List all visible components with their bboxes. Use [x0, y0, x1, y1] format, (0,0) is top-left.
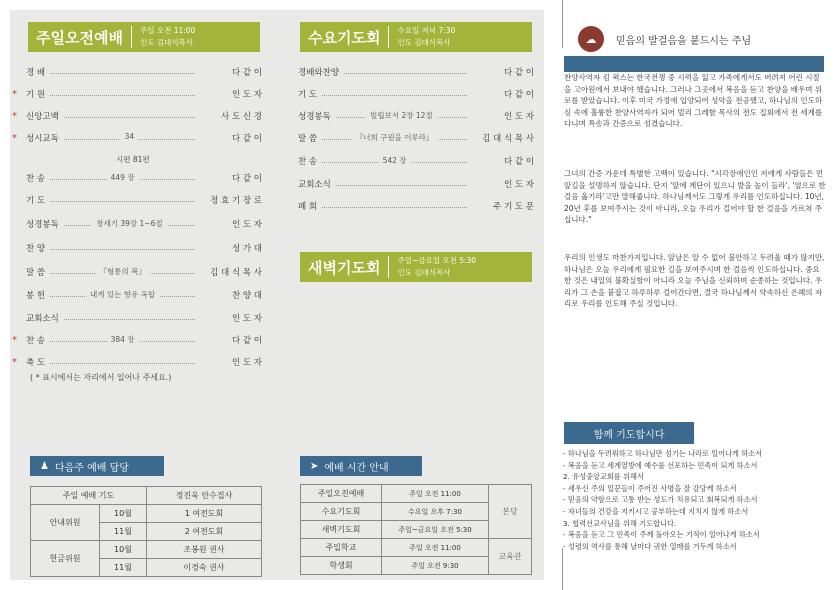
order-detail: 내게 있는 향유 옥합: [86, 289, 159, 300]
order-row: [12, 88, 262, 100]
order-row: [298, 132, 534, 144]
dotted-leader: [50, 334, 195, 344]
table-cell: 주일 오전 11:00: [382, 485, 489, 503]
dotted-leader: [336, 185, 467, 186]
order-value: 인 도 자: [231, 90, 262, 100]
dawn-service-info: [397, 255, 476, 279]
next-week-table: [30, 486, 262, 577]
order-value: 다 같 이: [231, 134, 262, 144]
dotted-leader: [50, 73, 195, 74]
prayer-line: 3. 협력선교사님을 위해 기도합니다.: [563, 518, 677, 528]
order-value: 찬 양 대: [231, 291, 262, 301]
article-title: 믿음의 발걸음을 붙드시는 주님: [616, 36, 752, 47]
article-paragraph: 그녀의 간증 가운데 특별한 고백이 있습니다. "시각장애인인 저에게 사람들은 먼 앞길을 설명하지 않습니다. 단지 '앞에 계단이 있으니 발을 높이 들라', '옆으로 한 걸음 옮기라'고만 말해줍니다. 하나님께서도 그렇게 우리를 인도하십니다. 10년, 20년 후를 보여주시는 것이 아니라, 오늘 우리가 걸어야 할 한 걸음을 가르쳐 주십니다.": [564, 169, 826, 224]
table-cell: 이경숙 권사: [147, 559, 262, 577]
arrow-up-icon: ➤: [310, 460, 319, 472]
order-value: 인 도 자: [231, 358, 262, 368]
article-paragraph: 우리의 인생도 마찬가지입니다. 앞날은 알 수 없어 불안하고 두려울 때가 많지만, 하나님은 오늘 우리에게 필요한 길을 보여주시며 한 걸음씩 인도하십니다. 중요한 것은 내일의 불확실함이 아니라 오늘 주님을 신뢰하며 순종하는 것입니다. 우리가 그 손을 붙잡고 하루하루 걸어간다면, 결국 하나님께서 약속하신 은혜의 자리로 우리를 인도해 주실 것입니다.: [564, 253, 825, 308]
order-label: 기 원: [26, 90, 46, 100]
order-label: 찬 송: [26, 336, 46, 346]
prayer-line: - 복음을 듣고 세계열방에 예수를 선포하는 민족이 되게 하소서: [563, 460, 758, 470]
wednesday-service-info: [397, 25, 455, 49]
dotted-leader: [322, 95, 467, 96]
stand-marker: *: [12, 132, 17, 144]
order-label: 말 씀: [298, 134, 318, 144]
standing-footnote: ( * 표시에서는 자리에서 일어나 주세요.): [30, 373, 172, 382]
table-cell: 새벽기도회: [301, 521, 382, 539]
article-paragraph: 찬양사역자 킴 윅스는 한국전쟁 중 시력을 잃고 가족에게서도 버려져 어린 시절을 고아원에서 보내야 했습니다. 그러나 그곳에서 복음을 듣고 찬양을 배우며 위로를 받았습니다. 이후 미국 가정에 입양되어 성악을 전공했고, 하나님의 인도하심 속에 훌륭한 찬양사역자가 되어 빌리 그레함 목사의 전도 집회에서 전 세계를 다니며 특송과 간증으로 섬겼습니다.: [564, 73, 823, 128]
stand-marker: *: [12, 356, 17, 368]
order-value: 김 대 식 목 사: [210, 268, 262, 278]
table-cell: 주일학교: [301, 539, 382, 557]
dotted-leader: [50, 363, 195, 364]
table-cell: 주일 오전 9:30: [382, 557, 489, 575]
sunday-service-time: 주일 오전 11:00: [139, 26, 196, 35]
order-row: [26, 266, 262, 278]
wednesday-service-time: 수요일 저녁 7:30: [397, 26, 456, 35]
divider: [562, 548, 563, 590]
dotted-leader: [344, 73, 467, 74]
table-row: [31, 541, 262, 559]
order-value: 정 효 기 장 로: [210, 196, 262, 206]
order-label: 축 도: [26, 358, 46, 368]
table-cell: 주일 오전 11:00: [382, 539, 489, 557]
order-label: 신앙고백: [26, 112, 59, 122]
table-cell: 본당: [489, 485, 532, 539]
wednesday-service-header: [300, 22, 532, 52]
order-row: [12, 131, 262, 144]
order-value: 사 도 신 경: [221, 112, 262, 122]
stand-marker: *: [12, 334, 17, 346]
dotted-leader: [336, 110, 467, 120]
order-label: 경 배: [26, 68, 46, 78]
dotted-leader: [322, 207, 467, 208]
schedule-title: 예배 시간 안내: [324, 462, 389, 474]
order-row: [12, 110, 262, 122]
order-row: [26, 289, 262, 301]
table-cell: 주일~금요일 오전 5:30: [382, 521, 489, 539]
dotted-leader: [322, 155, 467, 165]
sunday-service-info: [140, 25, 195, 49]
article-title-bar: [564, 56, 824, 72]
dotted-leader: [50, 289, 195, 299]
order-detail: 창세기 39장 1~6절: [92, 218, 166, 229]
dawn-service-leader: 인도 김대식목사: [397, 268, 451, 277]
table-cell: 정진욱 안수집사: [147, 487, 262, 505]
divider: [131, 26, 132, 48]
prayer-title: 함께 기도합시다: [593, 429, 665, 441]
dotted-leader: [50, 249, 195, 250]
order-value: 다 같 이: [231, 68, 262, 78]
order-row: [26, 218, 262, 230]
order-row: [26, 172, 262, 184]
schedule-table: [300, 484, 532, 575]
dotted-leader: [322, 132, 467, 142]
order-detail: 449 장: [107, 172, 139, 183]
prayer-line: 2. 유성중앙교회를 위해서: [563, 472, 644, 482]
dotted-leader: [50, 201, 195, 202]
dotted-leader: [64, 117, 195, 118]
table-row: [301, 485, 532, 503]
prayer-header: [564, 422, 694, 444]
stand-marker: *: [12, 88, 17, 100]
order-detail: 『형통의 복』: [95, 266, 149, 277]
order-label: 성경봉독: [298, 112, 331, 122]
order-label: 폐 회: [298, 202, 318, 212]
table-cell: 10월: [100, 541, 147, 559]
order-row: [12, 334, 262, 346]
order-label: 교회소식: [298, 180, 331, 190]
order-value: 주 기 도 문: [493, 202, 534, 212]
church-icon: ☁: [578, 26, 604, 52]
order-label: 교회소식: [26, 314, 59, 324]
order-label: 기 도: [298, 90, 318, 100]
order-label: 성경봉독: [26, 220, 59, 230]
table-cell: 주일오전예배: [301, 485, 382, 503]
order-label: 말 씀: [26, 268, 46, 278]
table-cell: 10월: [100, 505, 147, 523]
order-row: [298, 178, 534, 190]
order-row: [26, 66, 262, 78]
order-detail: 『너희 구원을 이루라』: [352, 132, 438, 143]
table-cell: 1 여전도회: [147, 505, 262, 523]
prayer-line: - 복음을 듣고 그 민족이 주께 돌아오는 기적이 일어나게 하소서: [563, 530, 760, 540]
dotted-leader: [64, 131, 195, 141]
table-cell: 교육관: [489, 539, 532, 575]
order-row: [298, 66, 534, 78]
table-cell: 수요기도회: [301, 503, 382, 521]
sunday-service-leader: 인도 김대식목사: [139, 38, 194, 47]
order-row: [298, 110, 534, 122]
order-row: [26, 242, 262, 254]
table-cell: 주일 예배 기도: [31, 487, 147, 505]
order-value: 인 도 자: [231, 220, 262, 230]
dawn-service-title: 새벽기도회: [308, 258, 381, 277]
people-icon: ♟: [40, 460, 49, 472]
order-value: 다 같 이: [503, 157, 534, 167]
order-label: 봉 헌: [26, 291, 46, 301]
sunday-service-title: 주일오전예배: [36, 28, 123, 47]
table-cell: 학생회: [301, 557, 382, 575]
dotted-leader: [50, 95, 195, 96]
table-row: [31, 505, 262, 523]
order-value: 다 같 이: [231, 174, 262, 184]
order-value: 성 가 대: [231, 244, 262, 254]
order-row: [26, 194, 262, 206]
table-cell: 헌금위원: [31, 541, 100, 577]
next-week-header: [30, 456, 164, 476]
order-row: [298, 200, 534, 212]
table-cell: 조봉원 권사: [147, 541, 262, 559]
prayer-line: - 자녀들의 건강을 지키시고 공부하는데 지치지 않게 하소서: [563, 507, 749, 516]
order-label: 성시교독: [26, 134, 59, 144]
table-cell: 11월: [100, 523, 147, 541]
prayer-line: - 세우신 주의 일꾼들이 주어진 사명을 잘 감당케 하소서: [563, 483, 737, 493]
divider: [562, 0, 563, 48]
divider: [388, 256, 389, 278]
dotted-leader: [50, 172, 195, 182]
order-row: [298, 88, 534, 100]
stand-marker: *: [12, 110, 17, 122]
order-label: 찬 양: [26, 244, 46, 254]
table-cell: 수요일 오후 7:30: [382, 503, 489, 521]
dotted-leader: [50, 266, 195, 276]
order-value: 다 같 이: [503, 68, 534, 78]
psalm-note: 시편 81편: [116, 155, 150, 164]
order-value: 인 도 자: [503, 180, 534, 190]
wednesday-service-leader: 인도 김대식목사: [397, 38, 451, 47]
order-detail: 384 장: [107, 334, 139, 345]
table-cell: 11월: [100, 559, 147, 577]
table-row: [301, 539, 532, 557]
table-cell: 안내위원: [31, 505, 100, 541]
table-row: [31, 487, 262, 505]
order-value: 김 대 식 목 사: [482, 134, 534, 144]
next-week-title: 다음주 예배 담당: [54, 462, 129, 474]
order-row: [298, 155, 534, 167]
order-row: [12, 356, 262, 368]
order-detail: 빌립보서 2장 12절: [366, 110, 437, 121]
order-label: 기 도: [26, 196, 46, 206]
order-label: 경배와찬양: [298, 68, 340, 78]
order-detail: 542 장: [379, 155, 411, 166]
dotted-leader: [64, 319, 195, 320]
order-label: 찬 송: [298, 157, 318, 167]
order-row: [26, 312, 262, 324]
dawn-service-header: [300, 252, 532, 282]
order-detail: 34: [121, 132, 139, 141]
order-value: 인 도 자: [503, 112, 534, 122]
prayer-line: - 성령의 역사를 통해 날마다 귀한 열매를 거두게 하소서: [563, 541, 737, 551]
prayer-line: - 하나님을 두려워하고 하나님만 섬기는 나라로 일어나게 하소서: [563, 449, 763, 458]
order-value: 다 같 이: [503, 90, 534, 100]
prayer-line: - 믿음의 약함으로 고통 받는 성도가 치유되고 회복되게 하소서: [563, 495, 758, 505]
dawn-service-time: 주일~금요일 오전 5:30: [397, 256, 477, 265]
wednesday-service-title: 수요기도회: [308, 28, 381, 47]
schedule-header: [300, 456, 422, 476]
order-label: 찬 송: [26, 174, 46, 184]
dotted-leader: [64, 218, 195, 228]
table-cell: 2 여전도회: [147, 523, 262, 541]
divider: [388, 26, 389, 48]
order-value: 다 같 이: [231, 336, 262, 346]
sunday-service-header: [28, 22, 260, 52]
order-value: 인 도 자: [231, 314, 262, 324]
